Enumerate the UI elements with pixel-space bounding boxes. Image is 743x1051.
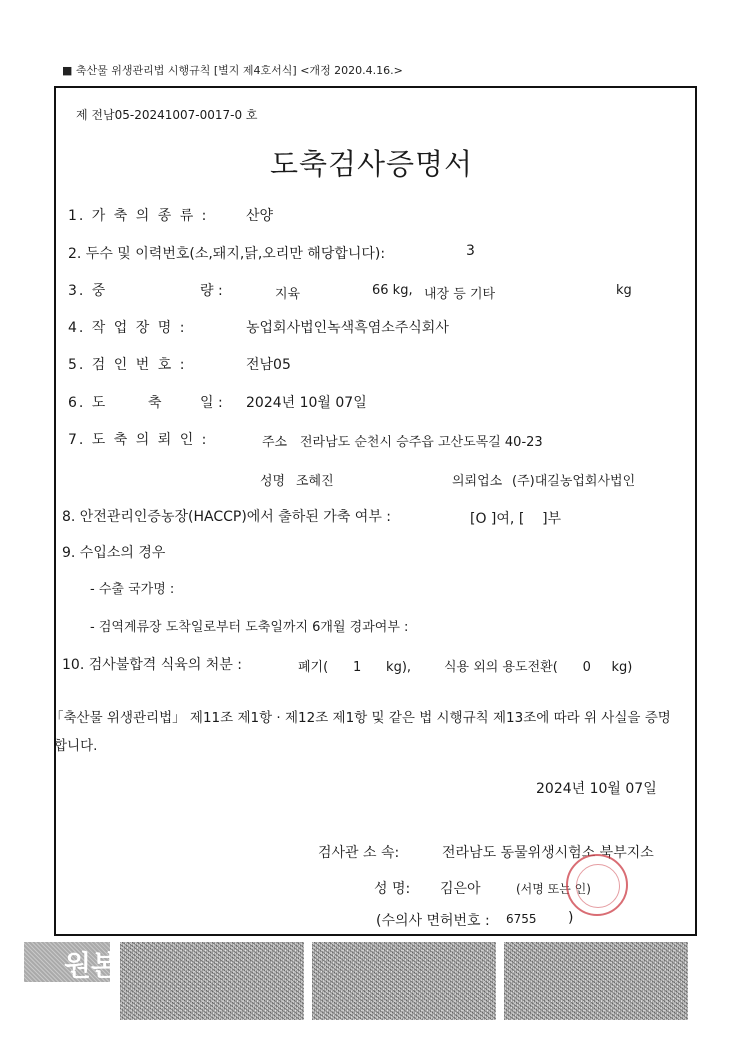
export-country-label: - 수출 국가명 : [90, 582, 175, 597]
haccp-label: 8. 안전관리인증농장(HACCP)에서 출하된 가축 여부 : [62, 509, 392, 525]
requester-name-label: 성명 [260, 474, 286, 489]
slaughter-date-value: 2024년 10월 07일 [246, 395, 367, 411]
slaughter-date-label: 6. 도 [68, 395, 108, 411]
address-value: 전라남도 순천시 승주읍 고산도목길 40-23 [300, 435, 543, 450]
page-title: 도축검사증명서 [269, 147, 474, 181]
statement-line-2: 합니다. [54, 738, 98, 754]
inspector-number-value: 전남05 [246, 357, 291, 373]
kind-value: 산양 [246, 208, 274, 224]
issue-date: 2024년 10월 07일 [536, 781, 657, 797]
weight-meat-label: 지육 [275, 287, 301, 302]
count-value: 3 [466, 243, 475, 259]
affiliation-label: 검사관 소 속: [318, 845, 400, 861]
original-seal-text: 원본 [64, 949, 119, 982]
workplace-value: 농업회사법인녹색흑염소주식회사 [246, 320, 449, 336]
security-pattern [312, 942, 496, 1020]
weight-label: 3. 중 [68, 283, 108, 299]
license-close: ) [568, 910, 574, 926]
disposal-label: 10. 검사불합격 식육의 처분 : [62, 657, 243, 673]
inspector-name-label: 성 명: [374, 881, 411, 897]
kind-label: 1. 가 축 의 종 류 : [68, 208, 209, 224]
security-pattern [504, 942, 688, 1020]
weight-label-end: 량 : [200, 283, 223, 299]
sign-note: (서명 또는 인) [516, 882, 591, 896]
slaughter-date-label-end: 일 : [200, 395, 223, 411]
official-seal-stamp [566, 854, 628, 916]
slaughter-date-label-mid: 축 [148, 395, 162, 411]
requester-name-value: 조혜진 [296, 474, 334, 489]
form-header: ■ 축산물 위생관리법 시행규칙 [별지 제4호서식] <개정 2020.4.16.> [62, 64, 403, 77]
workplace-label: 4. 작 업 장 명 : [68, 320, 187, 336]
haccp-value: [O ]여, [ ]부 [470, 511, 562, 527]
inspector-number-label: 5. 검 인 번 호 : [68, 357, 187, 373]
license-label: (수의사 면허번호 : [376, 913, 490, 929]
agency-label: 의뢰업소 [452, 474, 503, 489]
import-label: 9. 수입소의 경우 [62, 545, 166, 561]
disposal-other: 식용 외의 용도전환( 0 kg) [444, 660, 633, 675]
inspector-name-value: 김은아 [440, 881, 481, 897]
agency-value: (주)대길농업회사법인 [512, 474, 636, 489]
security-pattern [120, 942, 304, 1020]
disposal-discard: 폐기( 1 kg), [298, 660, 412, 675]
weight-meat-value: 66 kg, [372, 283, 413, 298]
weight-other-unit: kg [616, 283, 632, 298]
statement-line-1: 「축산물 위생관리법」 제11조 제1항 · 제12조 제1항 및 같은 법 시행규칙 제13조에 따라 위 사실을 증명 [50, 710, 671, 726]
document-number: 제 전남05-20241007-0017-0 호 [76, 108, 258, 122]
affiliation-value: 전라남도 동물위생시험소 북부지소 [442, 845, 654, 861]
license-value: 6755 [506, 912, 537, 926]
weight-other-label: 내장 등 기타 [424, 287, 496, 302]
address-label: 주소 [262, 435, 288, 450]
requester-label: 7. 도 축 의 뢰 인 : [68, 432, 209, 448]
quarantine-label: - 검역계류장 도착일로부터 도축일까지 6개월 경과여부 : [90, 620, 409, 635]
count-label: 2. 두수 및 이력번호(소,돼지,닭,오리만 해당합니다): [68, 246, 386, 262]
